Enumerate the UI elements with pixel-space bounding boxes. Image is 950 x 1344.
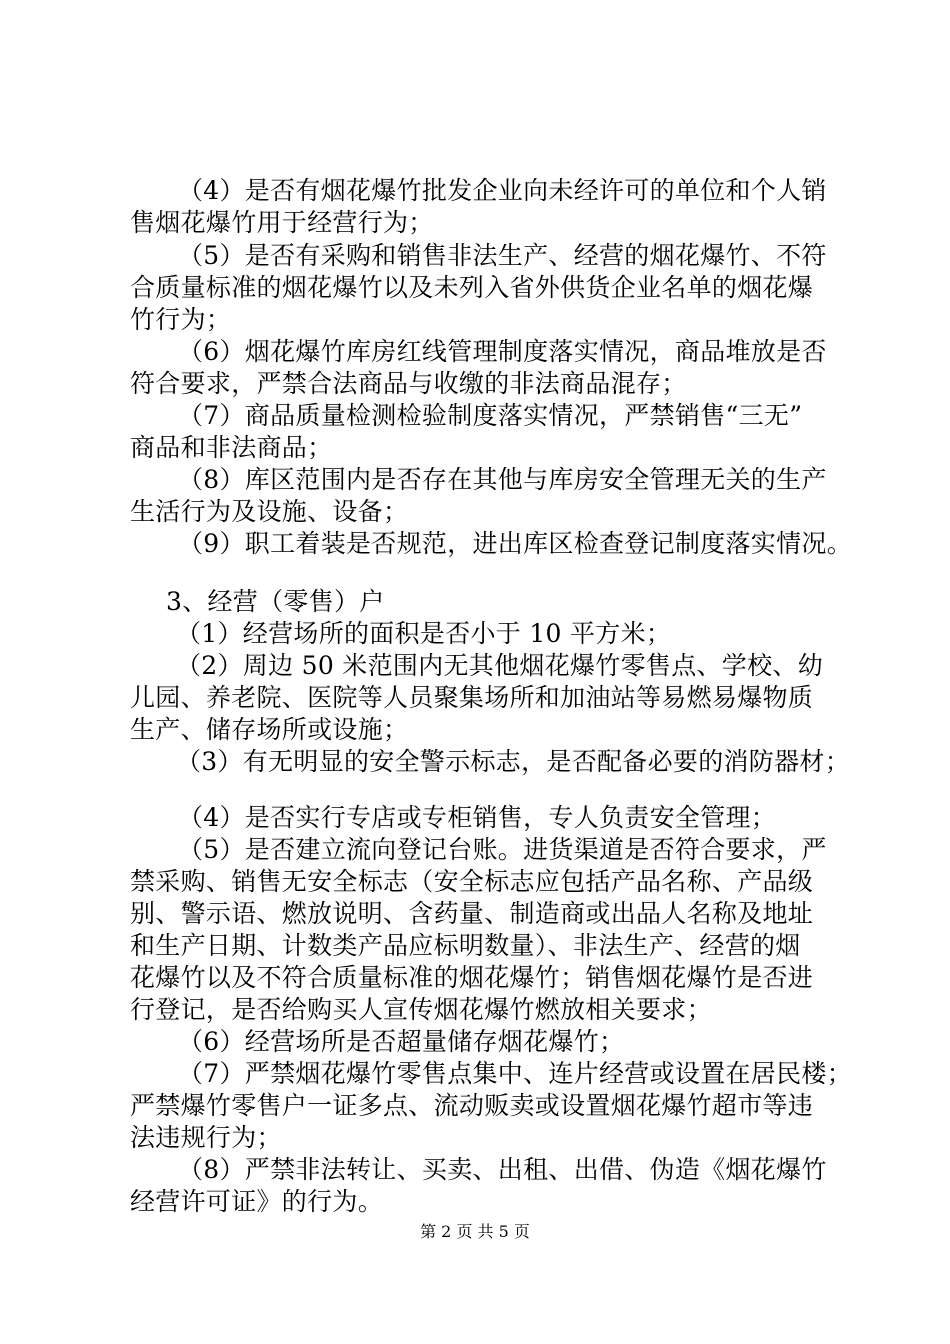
section-heading: 3、经营（零售）户: [166, 587, 385, 616]
text-line: （4）是否实行专店或专柜销售，专人负责安全管理；: [178, 803, 777, 832]
text-line: （6）烟花爆竹库房红线管理制度落实情况，商品堆放是否: [178, 337, 827, 366]
page-footer: 第 2 页 共 5 页: [420, 1222, 530, 1241]
text-line: （2）周边 50 米范围内无其他烟花爆竹零售点、学校、幼: [176, 651, 824, 680]
text-line: 符合要求，严禁合法商品与收缴的非法商品混存；: [130, 369, 687, 398]
text-line: （8）严禁非法转让、买卖、出租、出借、伪造《烟花爆竹: [178, 1155, 827, 1184]
text-line: （1）经营场所的面积是否小于 10 平方米；: [176, 619, 672, 648]
text-line: 生活行为及设施、设备；: [130, 497, 409, 526]
text-line: 商品和非法商品；: [130, 433, 333, 462]
text-line: 经营许可证》的行为。: [130, 1187, 384, 1216]
text-line: （7）严禁烟花爆竹零售点集中、连片经营或设置在居民楼；: [178, 1059, 853, 1088]
text-line: 严禁爆竹零售户一证多点、流动贩卖或设置烟花爆竹超市等违: [130, 1091, 814, 1120]
text-line: （9）职工着装是否规范，进出库区检查登记制度落实情况。: [178, 529, 853, 558]
text-line: 生产、储存场所或设施；: [130, 715, 409, 744]
text-line: 和生产日期、计数类产品应标明数量）、非法生产、经营的烟: [130, 931, 801, 960]
text-line: （5）是否建立流向登记台账。进货渠道是否符合要求，严: [178, 835, 827, 864]
text-line: 别、警示语、燃放说明、含药量、制造商或出品人名称及地址: [130, 899, 814, 928]
text-line: （3）有无明显的安全警示标志，是否配备必要的消防器材；: [176, 747, 851, 776]
text-line: 花爆竹以及不符合质量标准的烟花爆竹；销售烟花爆竹是否进: [130, 963, 814, 992]
text-line: 售烟花爆竹用于经营行为；: [130, 208, 434, 237]
text-line: 行登记，是否给购买人宣传烟花爆竹燃放相关要求；: [130, 995, 712, 1024]
text-line: 法违规行为；: [130, 1123, 282, 1152]
text-line: （8）库区范围内是否存在其他与库房安全管理无关的生产: [178, 465, 827, 494]
text-line: （5）是否有采购和销售非法生产、经营的烟花爆竹、不符: [178, 241, 827, 270]
text-line: （6）经营场所是否超量储存烟花爆竹；: [178, 1027, 625, 1056]
text-line: 儿园、养老院、医院等人员聚集场所和加油站等易燃易爆物质: [130, 683, 814, 712]
text-line: （7）商品质量检测检验制度落实情况，严禁销售“三无”: [178, 401, 803, 430]
text-line: （4）是否有烟花爆竹批发企业向未经许可的单位和个人销: [178, 176, 827, 205]
text-line: 竹行为；: [130, 305, 232, 334]
text-line: 禁采购、销售无安全标志（安全标志应包括产品名称、产品级: [130, 867, 814, 896]
text-line: 合质量标准的烟花爆竹以及未列入省外供货企业名单的烟花爆: [130, 273, 814, 302]
